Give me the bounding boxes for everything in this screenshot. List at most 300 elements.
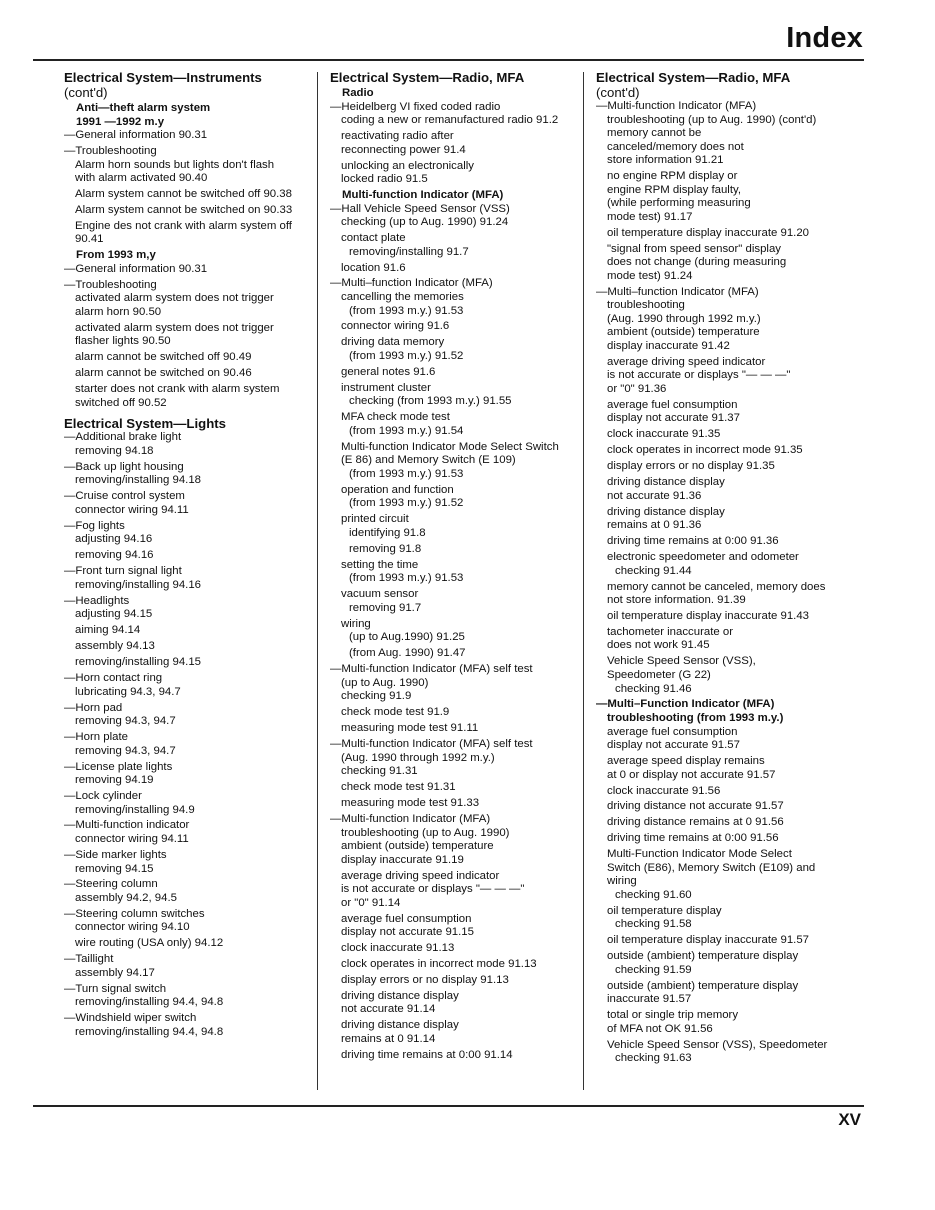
index-entry	[596, 399, 851, 426]
index-entry-line: ambient (outside) temperature	[341, 840, 494, 853]
index-entry-line: remains at 0 91.14	[341, 1032, 436, 1045]
index-entry-line: (from 1993 m.y.) 91.52	[349, 349, 464, 362]
index-entry-line: —Multi–Function Indicator (MFA)	[596, 698, 775, 711]
index-entry-line: (from 1993 m.y.) 91.52	[349, 497, 464, 510]
index-entry	[330, 382, 578, 409]
index-entry-line: clock inaccurate 91.56	[607, 784, 721, 797]
index-entry-line: troubleshooting (up to Aug. 1990)	[341, 826, 510, 839]
index-entry-line: assembly 94.17	[75, 966, 155, 979]
index-entry	[64, 383, 314, 410]
index-entry-line: switched off 90.52	[75, 396, 167, 409]
index-entry-line: no engine RPM display or	[607, 170, 738, 183]
index-entry-line: —Multi–function Indicator (MFA)	[596, 285, 759, 298]
index-entry	[596, 610, 851, 624]
subsection-heading-line: Anti—theft alarm system	[76, 102, 211, 114]
index-entry-line: wiring	[341, 617, 371, 630]
index-entry	[596, 934, 851, 948]
index-entry-line: general notes 91.6	[341, 365, 436, 378]
index-entry-line: Vehicle Speed Sensor (VSS), Speedometer	[607, 1038, 828, 1051]
index-entry	[596, 755, 851, 782]
index-entry	[596, 506, 851, 533]
index-entry	[330, 101, 578, 128]
index-entry-line: —Horn plate	[64, 731, 128, 744]
index-entry-line: assembly 94.13	[75, 640, 155, 653]
index-entry-line: —Multi-function Indicator (MFA)	[596, 100, 757, 112]
index-entry	[596, 227, 851, 241]
index-entry-line: driving time remains at 0:00 91.56	[607, 832, 779, 845]
index-entry-line: printed circuit	[341, 513, 409, 526]
index-entry-line: alarm cannot be switched off 90.49	[75, 351, 252, 364]
index-entry	[64, 204, 314, 218]
index-entry-line: removing 94.3, 94.7	[75, 744, 176, 757]
subsection-heading-line: Multi-function Indicator (MFA)	[342, 189, 504, 201]
index-entry-line: checking 91.44	[615, 564, 692, 577]
index-entry	[330, 958, 578, 972]
index-entry	[330, 336, 578, 363]
index-entry-line: (Aug. 1990 through 1992 m.y.)	[341, 751, 495, 764]
column-divider	[317, 72, 318, 1090]
index-entry-line: driving distance remains at 0 91.56	[607, 816, 784, 829]
index-entry-line: —Troubleshooting	[64, 278, 157, 291]
index-entry	[596, 476, 851, 503]
index-entry-line: connector wiring 94.10	[75, 921, 190, 934]
index-entry	[596, 1009, 851, 1036]
index-entry-line: coding a new or remanufactured radio 91.2	[341, 114, 559, 127]
index-entry	[330, 588, 578, 615]
index-entry	[330, 781, 578, 795]
index-entry-line: electronic speedometer and odometer	[607, 551, 799, 564]
index-entry-line: does not work 91.45	[607, 639, 710, 652]
subsection-heading-line: From 1993 m,y	[76, 249, 156, 262]
index-entry-line: driving distance not accurate 91.57	[607, 800, 784, 813]
index-entry-line: —Steering column	[64, 878, 158, 891]
section-heading: Electrical System—Radio, MFA	[330, 70, 525, 85]
index-entry-line: —General information 90.31	[64, 129, 208, 142]
index-entry-line: checking (from 1993 m.y.) 91.55	[349, 395, 512, 408]
index-entry	[330, 262, 578, 276]
index-entry	[596, 800, 851, 814]
index-entry	[596, 535, 851, 549]
index-entry-line: display inaccurate 91.19	[341, 853, 464, 866]
index-entry-line: troubleshooting (up to Aug. 1990) (cont'd)	[607, 113, 817, 126]
index-entry-line: (E 86) and Memory Switch (E 109)	[341, 454, 516, 467]
index-entry-line: Engine des not crank with alarm system off	[75, 219, 292, 232]
index-entry	[596, 444, 851, 458]
index-entry-line: display not accurate 91.15	[341, 926, 474, 939]
index-entry	[330, 411, 578, 438]
index-entry-line: —Heidelberg VI fixed coded radio	[330, 100, 501, 113]
index-entry	[330, 870, 578, 911]
index-entry-line: wiring	[607, 875, 637, 888]
index-entry-line: average fuel consumption	[607, 725, 738, 738]
index-entry-line: removing 94.19	[75, 774, 154, 787]
index-entry-line: —Multi-function Indicator (MFA)	[330, 812, 491, 825]
index-entry	[596, 980, 851, 1007]
index-entry-line: —Additional brake light	[64, 431, 182, 444]
index-entry	[64, 549, 314, 563]
index-entry	[596, 832, 851, 846]
index-entry-line: —Steering column switches	[64, 907, 205, 920]
index-entry	[330, 647, 578, 661]
index-entry	[330, 813, 578, 867]
index-entry	[64, 761, 314, 788]
index-entry-line: checking 91.63	[615, 1052, 692, 1065]
index-entry	[330, 663, 578, 704]
header-rule	[33, 59, 864, 61]
index-entry	[64, 983, 314, 1010]
index-column-1	[64, 70, 314, 1042]
index-entry	[64, 322, 314, 349]
index-entry-line: MFA check mode test	[341, 411, 450, 424]
index-entry-line: —Multi-function indicator	[64, 819, 190, 832]
index-entry	[596, 1039, 851, 1066]
index-entry	[64, 565, 314, 592]
index-entry	[64, 351, 314, 365]
index-entry-line: memory cannot be	[607, 127, 702, 140]
index-entry-line: (from 1993 m.y.) 91.53	[349, 467, 464, 480]
index-entry-line: —Turn signal switch	[64, 982, 167, 995]
index-entry-line: checking 91.59	[615, 963, 692, 976]
index-entry-line: remains at 0 91.36	[607, 519, 702, 532]
index-entry	[64, 656, 314, 670]
index-entry-line: instrument cluster	[341, 381, 431, 394]
index-entry-line: not store information. 91.39	[607, 594, 746, 607]
index-entry-line: —Back up light housing	[64, 460, 184, 473]
index-entry-line: removing/installing 94.15	[75, 656, 202, 669]
index-entry	[596, 698, 851, 752]
index-entry-line: clock inaccurate 91.35	[607, 428, 721, 441]
index-entry	[596, 581, 851, 608]
index-entry	[596, 655, 851, 696]
index-entry-line: —Fog lights	[64, 519, 125, 532]
index-entry-line: (up to Aug. 1990)	[341, 676, 429, 689]
index-entry-line: (from Aug. 1990) 91.47	[349, 647, 466, 660]
index-entry-line: oil temperature display inaccurate 91.43	[607, 610, 809, 622]
index-entry-line: average fuel consumption	[341, 912, 472, 925]
index-entry-line: removing 94.18	[75, 444, 154, 457]
index-column-2	[330, 70, 578, 1065]
index-entry	[330, 441, 578, 482]
index-entry-line: —Cruise control system	[64, 490, 185, 503]
index-entry-line: ambient (outside) temperature	[607, 326, 760, 339]
index-entry-line: Alarm system cannot be switched off 90.38	[75, 188, 292, 201]
index-entry-line: not accurate 91.14	[341, 1003, 436, 1016]
index-entry-line: troubleshooting (from 1993 m.y.)	[607, 712, 784, 724]
index-entry-line: connector wiring 94.11	[75, 503, 189, 516]
index-entry-line: alarm horn 90.50	[75, 306, 162, 318]
index-entry-line: troubleshooting	[607, 299, 685, 312]
index-entry	[64, 878, 314, 905]
index-entry-line: or "0" 91.14	[341, 896, 401, 909]
subsection-heading-line: 1991 —1992 m.y	[76, 115, 165, 128]
index-entry	[64, 702, 314, 729]
index-entry-line: total or single trip memory	[607, 1009, 739, 1022]
index-entry-line: average driving speed indicator	[341, 869, 500, 882]
index-entry-line: checking 91.46	[615, 682, 692, 695]
index-column-3	[596, 70, 851, 1068]
index-entry	[64, 819, 314, 846]
index-entry-line: removing/installing 94.18	[75, 474, 202, 487]
index-entry	[64, 595, 314, 622]
index-entry	[64, 367, 314, 381]
section-contd-label: (cont'd)	[596, 85, 640, 100]
index-entry-line: removing/installing 94.4, 94.8	[75, 996, 224, 1009]
section-heading: Electrical System—Radio, MFA	[596, 70, 791, 85]
index-entry-line: connector wiring 94.11	[75, 833, 189, 846]
index-entry-line: removing 94.16	[75, 549, 154, 562]
footer-rule	[33, 1105, 864, 1107]
index-entry-line: engine RPM display faulty,	[607, 183, 742, 196]
index-entry	[64, 220, 314, 247]
index-entry	[64, 790, 314, 817]
index-entry-line: clock inaccurate 91.13	[341, 942, 455, 955]
index-entry	[64, 490, 314, 517]
index-entry-line: average fuel consumption	[607, 398, 738, 411]
section-contd-label: (cont'd)	[64, 85, 108, 100]
index-entry-line: 90.41	[75, 233, 104, 246]
index-entry-line: measuring mode test 91.11	[341, 722, 479, 735]
section-heading: Electrical System—Lights	[64, 416, 226, 432]
index-entry	[330, 160, 578, 187]
subsection-heading	[76, 249, 314, 263]
index-entry	[596, 905, 851, 932]
index-entry-line: checking 91.31	[341, 765, 418, 778]
index-entry-line: driving distance display	[341, 1019, 459, 1032]
index-entry-line: removing 94.15	[75, 862, 154, 875]
index-entry-line: —Horn pad	[64, 701, 123, 714]
index-entry	[330, 990, 578, 1017]
index-entry	[64, 731, 314, 758]
index-entry-line: —Multi-function Indicator (MFA) self test	[330, 663, 533, 676]
index-entry-line: Multi-Function Indicator Mode Select	[607, 848, 792, 861]
index-entry-line: location 91.6	[341, 261, 406, 274]
index-entry-line: —Hall Vehicle Speed Sensor (VSS)	[330, 202, 510, 215]
index-entry-line: clock operates in incorrect mode 91.35	[607, 444, 803, 457]
page-title: Index	[786, 22, 863, 54]
index-entry-line: assembly 94.2, 94.5	[75, 891, 177, 904]
index-entry-line: (while performing measuring	[607, 197, 751, 210]
index-entry	[64, 188, 314, 202]
index-entry	[330, 484, 578, 511]
index-entry	[596, 626, 851, 653]
index-entry	[330, 974, 578, 988]
index-entry	[330, 513, 578, 540]
index-entry-line: average speed display remains	[607, 755, 765, 768]
index-entry	[596, 356, 851, 397]
index-entry-line: —Lock cylinder	[64, 789, 142, 802]
index-entry-line: connector wiring 91.6	[341, 320, 450, 333]
index-entry-line: —Taillight	[64, 953, 114, 966]
index-entry-line: checking (up to Aug. 1990) 91.24	[341, 216, 509, 229]
subsection-heading-line: Radio	[342, 87, 374, 99]
index-entry-line: average driving speed indicator	[607, 355, 766, 368]
index-entry	[64, 624, 314, 638]
index-entry-line: check mode test 91.9	[341, 706, 450, 719]
index-entry-line: —Windshield wiper switch	[64, 1012, 197, 1025]
index-entry	[330, 942, 578, 956]
index-entry	[596, 848, 851, 902]
index-entry-line: (from 1993 m.y.) 91.53	[349, 572, 464, 585]
index-entry-line: display errors or no display 91.35	[607, 460, 775, 473]
index-entry-line: driving time remains at 0:00 91.14	[341, 1048, 513, 1061]
index-entry-line: outside (ambient) temperature display	[607, 950, 799, 963]
index-entry-line: Vehicle Speed Sensor (VSS),	[607, 655, 756, 668]
index-entry-line: reconnecting power 91.4	[341, 143, 466, 156]
index-entry-line: driving data memory	[341, 336, 445, 349]
index-entry-line: —Headlights	[64, 594, 130, 607]
index-entry	[330, 277, 578, 318]
index-entry-line: outside (ambient) temperature display	[607, 979, 799, 992]
index-entry-line: cancelling the memories	[341, 291, 464, 303]
index-entry-line: flasher lights 90.50	[75, 335, 171, 348]
index-entry-line: aiming 94.14	[75, 624, 141, 637]
index-entry-line: checking 91.58	[615, 918, 692, 931]
index-entry-line: driving distance display	[341, 989, 459, 1002]
index-entry	[64, 908, 314, 935]
index-entry	[64, 279, 314, 320]
index-entry-line: not accurate 91.36	[607, 489, 702, 502]
index-entry-line: —General information 90.31	[64, 262, 208, 275]
index-entry	[64, 461, 314, 488]
index-entry-line: —Multi-function Indicator (MFA) self test	[330, 738, 533, 751]
index-entry	[64, 431, 314, 458]
index-entry-line: does not change (during measuring	[607, 256, 787, 269]
index-entry-line: contact plate	[341, 232, 406, 245]
index-entry-line: display errors or no display 91.13	[341, 973, 509, 986]
index-entry	[330, 543, 578, 557]
index-entry	[596, 785, 851, 799]
index-entry-line: oil temperature display inaccurate 91.20	[607, 226, 809, 239]
index-entry	[330, 559, 578, 586]
index-entry-line: measuring mode test 91.33	[341, 797, 480, 810]
index-entry-line: —Front turn signal light	[64, 565, 182, 578]
index-entry-line: driving distance display	[607, 505, 725, 518]
index-entry-line: starter does not crank with alarm system	[75, 383, 280, 396]
index-entry-line: —License plate lights	[64, 760, 173, 773]
index-entry-line: memory cannot be canceled, memory does	[607, 580, 826, 593]
index-entry	[330, 1019, 578, 1046]
index-entry-line: removing/installing 91.7	[349, 245, 469, 258]
index-entry	[596, 243, 851, 284]
index-entry-line: unlocking an electronically	[341, 159, 474, 172]
index-entry-line: driving distance display	[607, 476, 725, 489]
index-entry-line: of MFA not OK 91.56	[607, 1022, 713, 1035]
index-entry-line: mode test) 91.24	[607, 269, 693, 282]
index-entry	[64, 953, 314, 980]
index-entry-line: activated alarm system does not trigger	[75, 292, 274, 305]
index-entry-line: Switch (E86), Memory Switch (E109) and	[607, 861, 816, 874]
index-entry-line: Alarm system cannot be switched on 90.33	[75, 204, 293, 216]
index-entry-line: —Multi–function Indicator (MFA)	[330, 277, 493, 290]
index-entry	[330, 618, 578, 645]
column-divider	[583, 72, 584, 1090]
index-entry-line: store information 91.21	[607, 154, 724, 167]
index-entry	[64, 640, 314, 654]
index-entry-line: (from 1993 m.y.) 91.54	[349, 424, 464, 437]
index-entry-line: checking 91.60	[615, 888, 692, 901]
index-entry-line: Alarm horn sounds but lights don't flash	[75, 158, 275, 171]
index-entry	[596, 286, 851, 354]
index-entry-line: checking 91.9	[341, 690, 412, 703]
subsection-heading	[342, 189, 578, 203]
index-entry-line: —Horn contact ring	[64, 672, 163, 685]
index-entry-line: Multi-function Indicator Mode Select Switch	[341, 440, 559, 453]
index-entry-line: "signal from speed sensor" display	[607, 242, 781, 255]
index-entry-line: activated alarm system does not trigger	[75, 321, 274, 334]
index-entry	[596, 100, 851, 168]
index-entry-line: lubricating 94.3, 94.7	[75, 685, 181, 698]
index-entry	[330, 203, 578, 230]
index-entry-line: locked radio 91.5	[341, 173, 428, 186]
index-entry-line: removing/installing 94.4, 94.8	[75, 1025, 224, 1038]
index-entry	[330, 722, 578, 736]
index-entry	[64, 672, 314, 699]
index-entry	[330, 320, 578, 334]
index-entry	[64, 937, 314, 951]
index-entry-line: display not accurate 91.37	[607, 412, 740, 425]
index-entry-line: at 0 or display not accurate 91.57	[607, 768, 776, 781]
index-entry-line: clock operates in incorrect mode 91.13	[341, 957, 537, 970]
index-entry-line: removing 94.3, 94.7	[75, 715, 176, 728]
index-entry-line: oil temperature display	[607, 904, 722, 917]
index-entry-line: —Troubleshooting	[64, 145, 157, 158]
index-entry-line: identifying 91.8	[349, 526, 426, 539]
index-entry	[596, 170, 851, 224]
subsection-heading	[76, 102, 314, 129]
index-entry-line: wire routing (USA only) 94.12	[75, 937, 224, 950]
index-entry	[64, 1012, 314, 1039]
index-entry-line: removing/installing 94.9	[75, 803, 195, 816]
index-entry-line: (Aug. 1990 through 1992 m.y.)	[607, 312, 761, 325]
index-entry-line: Speedometer (G 22)	[607, 668, 711, 681]
index-entry	[64, 129, 314, 143]
index-entry-line: adjusting 94.15	[75, 608, 153, 621]
index-entry-line: is not accurate or displays "— — —"	[607, 369, 791, 382]
index-entry-line: display not accurate 91.57	[607, 739, 740, 752]
subsection-heading	[342, 87, 578, 101]
index-entry	[596, 950, 851, 977]
index-entry	[330, 706, 578, 720]
index-entry-line: removing 91.8	[349, 542, 422, 555]
index-entry-line: oil temperature display inaccurate 91.57	[607, 934, 809, 947]
index-entry-line: adjusting 94.16	[75, 533, 153, 546]
index-entry-line: operation and function	[341, 483, 454, 496]
index-entry-line: removing/installing 94.16	[75, 578, 202, 591]
index-entry	[330, 130, 578, 157]
index-entry	[596, 816, 851, 830]
index-entry-line: (up to Aug.1990) 91.25	[349, 631, 465, 644]
index-entry-line: inaccurate 91.57	[607, 993, 692, 1006]
index-entry	[596, 460, 851, 474]
index-entry-line: mode test) 91.17	[607, 210, 693, 223]
index-entry-line: is not accurate or displays "— — —"	[341, 883, 525, 896]
index-entry-line: display inaccurate 91.42	[607, 339, 730, 352]
index-entry-line: alarm cannot be switched on 90.46	[75, 367, 252, 380]
index-entry-line: with alarm activated 90.40	[75, 172, 208, 185]
index-entry-line: removing 91.7	[349, 601, 422, 614]
index-entry	[330, 366, 578, 380]
index-entry-line: check mode test 91.31	[341, 781, 456, 794]
section-heading: Electrical System—Instruments	[64, 70, 262, 85]
index-entry-line: tachometer inaccurate or	[607, 625, 733, 638]
index-entry	[64, 520, 314, 547]
index-entry	[64, 849, 314, 876]
index-entry	[330, 232, 578, 259]
index-entry	[330, 797, 578, 811]
index-entry-line: —Side marker lights	[64, 848, 167, 861]
index-entry-line: setting the time	[341, 558, 419, 571]
index-entry-line: vacuum sensor	[341, 588, 419, 601]
